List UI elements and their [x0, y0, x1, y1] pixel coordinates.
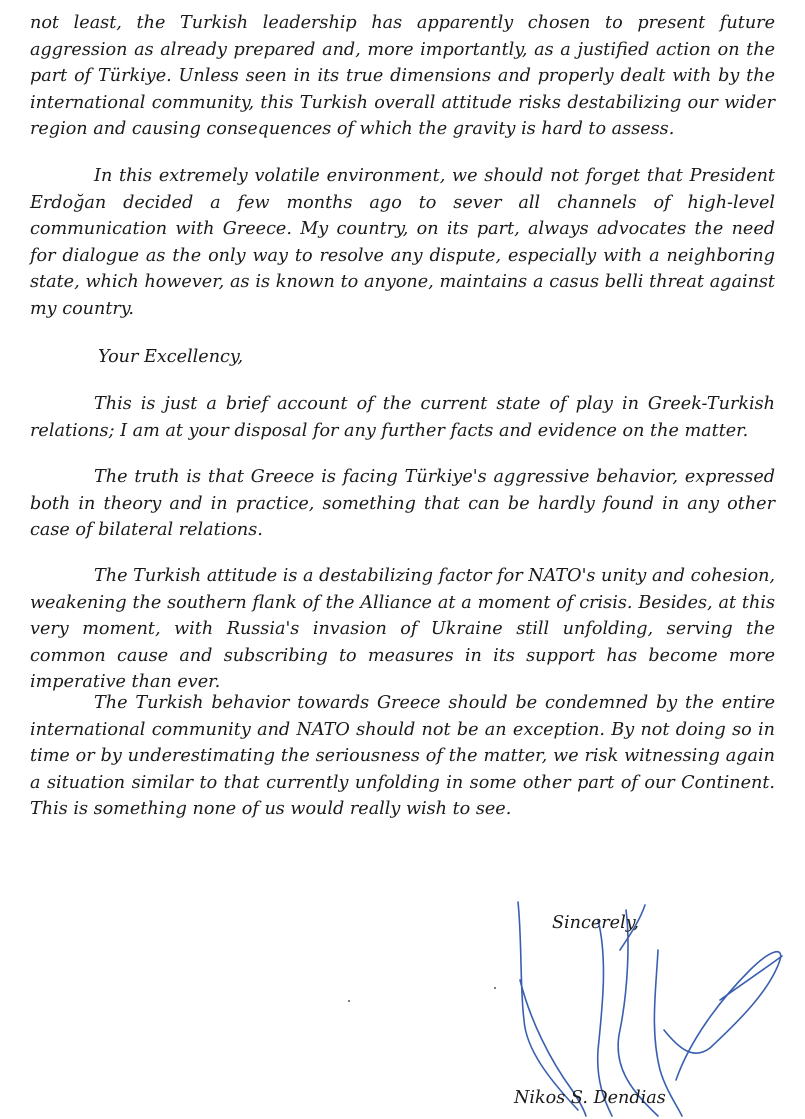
paragraph-1: not least, the Turkish leadership has apparently chosen to present future aggression as already prepared and, more importantly, as a justified action on the part of Türkiye. Unless seen in its true dimensions and properly dealt with by the international community, this Turkish overall attitude risks destabilizing our wider region and causing consequences of which the gravity is hard to assess.	[30, 13, 775, 139]
paragraph-3: This is just a brief account of the current state of play in Greek-Turkish relations; I am at your disposal for any further facts and evidence on the matter.	[30, 394, 775, 441]
paragraph-5: The Turkish attitude is a destabilizing factor for NATO's unity and cohesion, weakening the southern flank of the Alliance at a moment of crisis. Besides, at this very moment, with Russia's invasion of Ukraine still unfolding, serving the common cause and subscribing to measures in its support has become more imperative than ever.	[30, 566, 775, 692]
paragraph-2: In this extremely volatile environment, we should not forget that President Erdoğan decided a few months ago to sever all channels of high-level communication with Greece. My country, on its part, always advocates the need for dialogue as the only way to resolve any dispute, especially with a neighboring state, which however, as is known to anyone, maintains a casus belli threat against my country.	[30, 166, 775, 319]
paragraph-4: The truth is that Greece is facing Türkiye's aggressive behavior, expressed both in theory and in practice, something that can be hardly found in any other case of bilateral relations.	[30, 467, 775, 540]
scan-speck	[348, 1000, 350, 1002]
handwritten-signature-icon	[480, 880, 805, 1119]
closing: Sincerely,	[552, 913, 639, 933]
signer-name: Nikos S. Dendias	[514, 1088, 666, 1108]
salutation: Your Excellency,	[98, 347, 244, 367]
scan-speck	[494, 987, 496, 989]
paragraph-6: The Turkish behavior towards Greece should be condemned by the entire international community and NATO should not be an exception. By not doing so in time or by underestimating the seriousness of the matter, we risk witnessing again a situation similar to that currently unfolding in some other part of our Continent. This is something none of us would really wish to see.	[30, 693, 775, 819]
